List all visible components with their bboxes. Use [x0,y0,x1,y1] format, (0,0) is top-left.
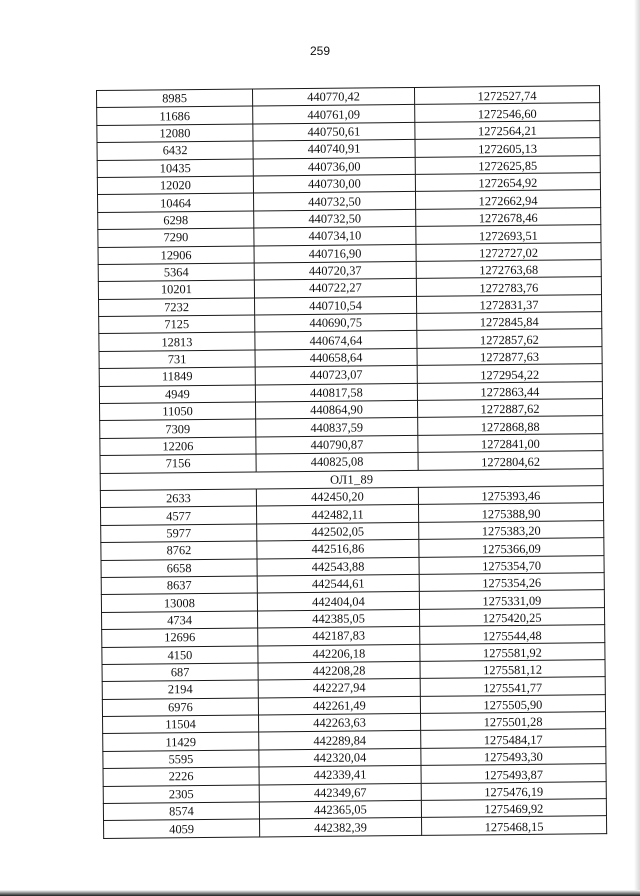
y-coordinate-cell: 1272887,62 [417,399,602,418]
y-coordinate-cell: 1275484,17 [421,729,606,748]
coordinate-table [96,85,607,839]
x-coordinate-cell: 442502,05 [257,522,419,541]
y-coordinate-cell: 1275388,90 [418,503,603,522]
x-coordinate-cell: 440732,50 [254,209,416,228]
y-coordinate-cell: 1275493,87 [421,764,606,783]
x-coordinate-cell: 442339,41 [259,766,421,785]
y-coordinate-cell: 1272763,68 [416,260,601,279]
point-number-cell: 7309 [100,419,256,438]
point-number-cell: 4059 [104,819,260,838]
point-number-cell: 10435 [97,159,253,178]
x-coordinate-cell: 440720,37 [254,261,416,280]
point-number-cell: 5977 [101,524,257,543]
coordinate-table-body [97,86,607,839]
point-number-cell: 11429 [103,732,259,751]
point-number-cell: 7156 [100,454,256,473]
point-number-cell: 2226 [103,767,259,786]
y-coordinate-cell: 1272783,76 [416,277,601,296]
x-coordinate-cell: 440732,50 [253,192,415,211]
point-number-cell: 4577 [101,506,257,525]
y-coordinate-cell: 1275493,30 [421,746,606,765]
y-coordinate-cell: 1275468,15 [422,816,607,835]
x-coordinate-cell: 442450,20 [256,487,418,506]
y-coordinate-cell: 1272546,60 [415,103,600,122]
x-coordinate-cell: 442320,04 [259,748,421,767]
y-coordinate-cell: 1275383,20 [419,520,604,539]
page-number: 259 [309,44,331,58]
point-number-cell: 6432 [97,141,253,160]
x-coordinate-cell: 442482,11 [257,505,419,524]
x-coordinate-cell: 440658,64 [255,348,417,367]
x-coordinate-cell: 442206,18 [258,644,420,663]
section-title: ОЛ1_89 [100,468,603,490]
x-coordinate-cell: 442349,67 [259,783,421,802]
point-number-cell: 8985 [97,89,253,108]
coordinate-table-container [96,85,606,839]
x-coordinate-cell: 442365,05 [259,800,421,819]
point-number-cell: 8762 [101,541,257,560]
x-coordinate-cell: 440736,00 [253,157,415,176]
y-coordinate-cell: 1272527,74 [414,86,599,105]
y-coordinate-cell: 1272625,85 [415,155,600,174]
x-coordinate-cell: 440770,42 [252,87,414,106]
scan-edge-right [634,0,640,896]
point-number-cell: 6298 [98,211,254,230]
point-number-cell: 11504 [103,715,259,734]
y-coordinate-cell: 1275393,46 [418,486,603,505]
x-coordinate-cell: 440716,90 [254,244,416,263]
point-number-cell: 7290 [98,228,254,247]
x-coordinate-cell: 440790,87 [256,435,418,454]
y-coordinate-cell: 1275476,19 [421,781,606,800]
point-number-cell: 12080 [97,124,253,143]
point-number-cell: 6658 [101,559,257,578]
x-coordinate-cell: 440710,54 [255,296,417,315]
y-coordinate-cell: 1275505,90 [420,694,605,713]
point-number-cell: 2633 [100,489,256,508]
y-coordinate-cell: 1272804,62 [418,451,603,470]
x-coordinate-cell: 440837,59 [256,418,418,437]
y-coordinate-cell: 1272868,88 [418,416,603,435]
point-number-cell: 687 [102,663,258,682]
point-number-cell: 731 [99,350,255,369]
x-coordinate-cell: 440722,27 [254,279,416,298]
x-coordinate-cell: 440825,08 [256,453,418,472]
point-number-cell: 7125 [99,315,255,334]
y-coordinate-cell: 1275581,12 [420,660,605,679]
point-number-cell: 2194 [102,680,258,699]
point-number-cell: 10201 [98,280,254,299]
x-coordinate-cell: 442544,61 [257,574,419,593]
x-coordinate-cell: 440817,58 [255,383,417,402]
point-number-cell: 5595 [103,750,259,769]
y-coordinate-cell: 1275420,25 [419,607,604,626]
point-number-cell: 8637 [101,576,257,595]
x-coordinate-cell: 440723,07 [255,366,417,385]
y-coordinate-cell: 1272662,94 [415,190,600,209]
y-coordinate-cell: 1272831,37 [416,294,601,313]
point-number-cell: 6976 [102,698,258,717]
x-coordinate-cell: 442382,39 [260,818,422,837]
x-coordinate-cell: 442227,94 [258,679,420,698]
y-coordinate-cell: 1275581,92 [420,642,605,661]
y-coordinate-cell: 1272857,62 [417,329,602,348]
x-coordinate-cell: 440674,64 [255,331,417,350]
y-coordinate-cell: 1272845,84 [417,312,602,331]
y-coordinate-cell: 1272564,21 [415,120,600,139]
x-coordinate-cell: 440740,91 [253,140,415,159]
y-coordinate-cell: 1272954,22 [417,364,602,383]
x-coordinate-cell: 442516,86 [257,540,419,559]
x-coordinate-cell: 440690,75 [255,314,417,333]
y-coordinate-cell: 1272605,13 [415,138,600,157]
x-coordinate-cell: 440750,61 [253,122,415,141]
point-number-cell: 12206 [100,437,256,456]
y-coordinate-cell: 1275366,09 [419,538,604,557]
point-number-cell: 11686 [97,106,253,125]
y-coordinate-cell: 1272654,92 [415,173,600,192]
y-coordinate-cell: 1272863,44 [417,381,602,400]
point-number-cell: 12906 [98,246,254,265]
x-coordinate-cell: 442208,28 [258,661,420,680]
y-coordinate-cell: 1275544,48 [420,625,605,644]
y-coordinate-cell: 1272678,46 [416,207,601,226]
x-coordinate-cell: 442404,04 [257,592,419,611]
point-number-cell: 4949 [99,385,255,404]
y-coordinate-cell: 1272693,51 [416,225,601,244]
y-coordinate-cell: 1275541,77 [420,677,605,696]
point-number-cell: 11050 [100,402,256,421]
y-coordinate-cell: 1275354,26 [419,573,604,592]
x-coordinate-cell: 440761,09 [253,105,415,124]
point-number-cell: 10464 [98,193,254,212]
x-coordinate-cell: 442543,88 [257,557,419,576]
y-coordinate-cell: 1275354,70 [419,555,604,574]
point-number-cell: 13008 [101,593,257,612]
point-number-cell: 4734 [102,611,258,630]
y-coordinate-cell: 1272727,02 [416,242,601,261]
y-coordinate-cell: 1275331,09 [419,590,604,609]
y-coordinate-cell: 1272841,00 [418,433,603,452]
point-number-cell: 2305 [103,785,259,804]
x-coordinate-cell: 440864,90 [256,400,418,419]
x-coordinate-cell: 442187,83 [258,627,420,646]
point-number-cell: 8574 [103,802,259,821]
x-coordinate-cell: 442261,49 [258,696,420,715]
x-coordinate-cell: 442385,05 [258,609,420,628]
point-number-cell: 12020 [97,176,253,195]
x-coordinate-cell: 440730,00 [253,174,415,193]
point-number-cell: 12696 [102,628,258,647]
point-number-cell: 4150 [102,645,258,664]
y-coordinate-cell: 1272877,63 [417,347,602,366]
y-coordinate-cell: 1275469,92 [421,799,606,818]
scan-edge-bottom [0,890,640,896]
x-coordinate-cell: 442289,84 [259,731,421,750]
x-coordinate-cell: 442263,63 [259,713,421,732]
point-number-cell: 5364 [98,263,254,282]
y-coordinate-cell: 1275501,28 [420,712,605,731]
x-coordinate-cell: 440734,10 [254,227,416,246]
point-number-cell: 7232 [99,298,255,317]
point-number-cell: 11849 [99,367,255,386]
point-number-cell: 12813 [99,332,255,351]
